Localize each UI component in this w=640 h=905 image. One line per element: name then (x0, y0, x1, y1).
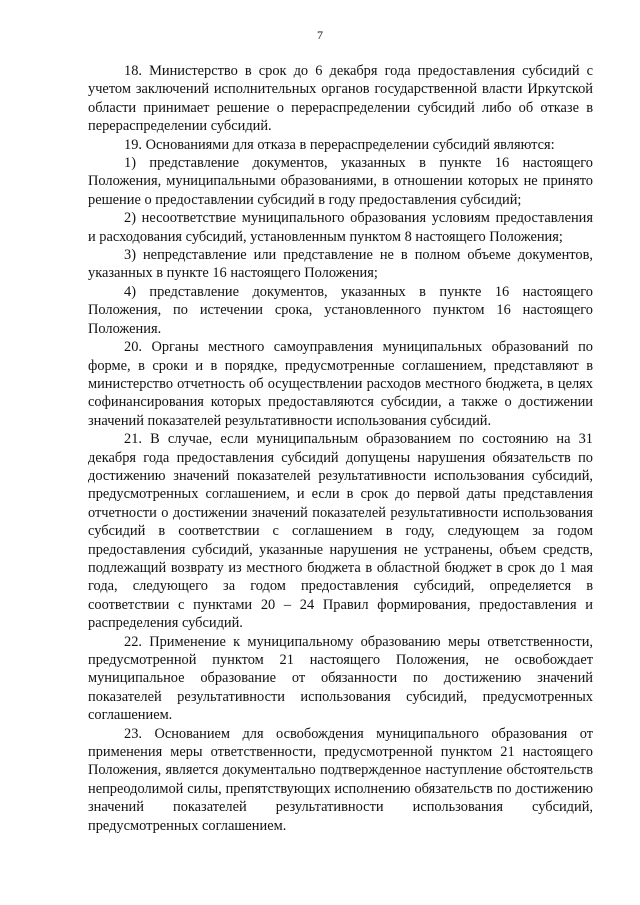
paragraph-19: 19. Основаниями для отказа в перераспределении субсидий являются: (124, 136, 555, 153)
paragraph-19-item-4: 4) представление документов, указанных в пункте 16 настоящего Положения, по истечении срока, установленного пунктом 16 настоящего Положения. (88, 283, 593, 337)
paragraph-19-item-2: 2) несоответствие муниципального образования условиям предоставления и расходования субсидий, установленным пунктом 8 настоящего Положения; (88, 210, 593, 245)
paragraph-19-item-1: 1) представление документов, указанных в пункте 16 настоящего Положения, муниципальными образованиями, в отношении которых не принято решение о предоставлении субсидий в году предоставления субсидий; (88, 155, 593, 208)
paragraph-23: 23. Основанием для освобождения муниципального образования от применения меры ответственности, предусмотренной пунктом 21 настоящего Положения, является документально подтвержденное наступление обстоятельств непреодолимой силы, препятствующих исполнению обязательств по достижению значений показателей результативности использования субсидий, предусмотренных соглашением. (88, 725, 593, 834)
paragraph-18: 18. Министерство в срок до 6 декабря года предоставления субсидий с учетом заключений исполнительных органов государственной власти Иркутской области принимает решение о перераспределении субсидий либо об отказе в перераспределении субсидий. (88, 63, 593, 135)
paragraph-22: 22. Применение к муниципальному образованию меры ответственности, предусмотренной пунктом 21 настоящего Положения, не освобождает муниципальное образование от обязанности по достижению значений показателей результативности использования субсидий, предусмотренных соглашением. (88, 633, 593, 724)
document-body (88, 62, 593, 835)
paragraph-21: 21. В случае, если муниципальным образованием по состоянию на 31 декабря года предоставления субсидий допущены нарушения обязательств по достижению значений показателей результативности использования субсидий, предусмотренных соглашением, и если в срок до первой даты представления отчетности о достижении значений показателей результативности использования субсидий в соответствии с соглашением в году, следующем за годом предоставления субсидий, указанные нарушения не устранены, объем средств, подлежащий возврату из местного бюджета в областной бюджет в срок до 1 мая года, следующего за годом предоставления субсидий, определяется в соответствии с пунктами 20 – 24 Правил формирования, предоставления и распределения субсидий. (88, 431, 593, 632)
paragraph-19-item-3: 3) непредставление или представление не в полном объеме документов, указанных в пункте 16 настоящего Положения; (88, 247, 593, 282)
paragraph-20: 20. Органы местного самоуправления муниципальных образований по форме, в сроки и в порядке, предусмотренные соглашением, представляют в министерство отчетность об осуществлении расходов местного бюджета, в целях софинансирования которых предоставляются субсидии, а также о достижении значений показателей результативности использования субсидий. (88, 339, 593, 429)
page-number: 7 (317, 28, 323, 42)
